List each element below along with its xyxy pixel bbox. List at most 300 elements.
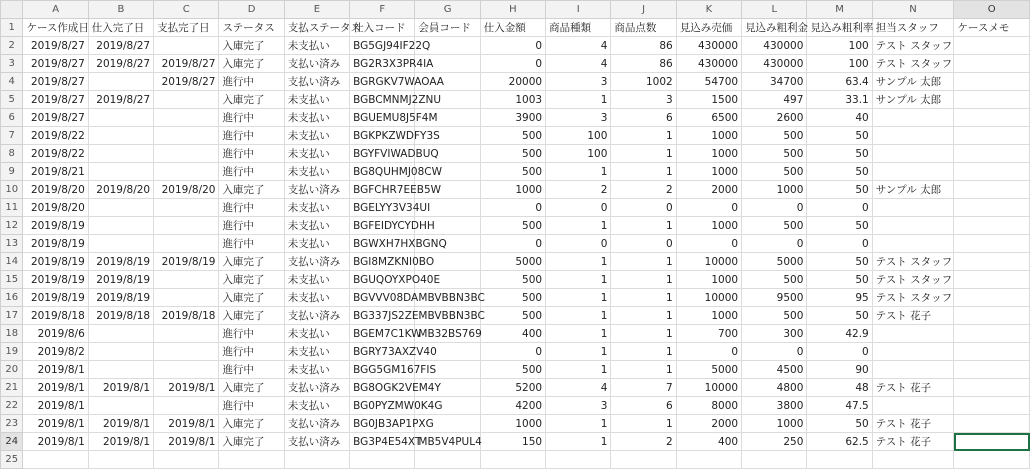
cell[interactable]: 見込み売価	[676, 19, 741, 37]
select-all-corner[interactable]	[1, 1, 23, 19]
cell[interactable]	[954, 289, 1030, 307]
cell[interactable]: 40	[807, 109, 872, 127]
cell[interactable]	[872, 235, 954, 253]
cell[interactable]: 700	[676, 325, 741, 343]
cell[interactable]: 2019/8/2	[23, 343, 88, 361]
cell[interactable]: 2019/8/20	[23, 181, 88, 199]
cell[interactable]: 500	[480, 361, 545, 379]
cell[interactable]: 0	[676, 199, 741, 217]
cell[interactable]: 入庫完了	[219, 37, 284, 55]
cell[interactable]: BG2R3X3PR4IA	[350, 55, 415, 73]
cell[interactable]: 未支払い	[284, 361, 349, 379]
cell[interactable]: 2019/8/19	[88, 289, 153, 307]
cell[interactable]	[954, 397, 1030, 415]
cell[interactable]	[88, 325, 153, 343]
cell[interactable]: 2019/8/1	[23, 361, 88, 379]
row-header[interactable]: 10	[1, 181, 23, 199]
cell[interactable]	[954, 145, 1030, 163]
column-header[interactable]: F	[350, 1, 415, 19]
cell[interactable]: テスト スタッフ	[872, 271, 954, 289]
cell[interactable]	[23, 451, 88, 469]
cell[interactable]: 2019/8/27	[23, 91, 88, 109]
cell[interactable]: 2019/8/19	[23, 235, 88, 253]
cell[interactable]	[154, 37, 219, 55]
cell[interactable]: 2019/8/1	[88, 433, 153, 451]
cell[interactable]: 0	[676, 343, 741, 361]
cell[interactable]: 未支払い	[284, 145, 349, 163]
cell[interactable]: 430000	[742, 55, 807, 73]
cell[interactable]: 支払い済み	[284, 307, 349, 325]
cell[interactable]	[872, 163, 954, 181]
cell[interactable]: 入庫完了	[219, 289, 284, 307]
cell[interactable]: サンプル 太郎	[872, 73, 954, 91]
cell[interactable]: 支払い済み	[284, 415, 349, 433]
column-header[interactable]: K	[676, 1, 741, 19]
cell[interactable]: 進行中	[219, 145, 284, 163]
cell[interactable]: 0	[807, 235, 872, 253]
cell[interactable]: 2019/8/1	[88, 415, 153, 433]
cell[interactable]: テスト スタッフ	[872, 289, 954, 307]
cell[interactable]: 支払い済み	[284, 181, 349, 199]
cell[interactable]	[872, 325, 954, 343]
cell[interactable]	[154, 397, 219, 415]
cell[interactable]: 1500	[676, 91, 741, 109]
row-header[interactable]: 11	[1, 199, 23, 217]
cell[interactable]	[872, 451, 954, 469]
cell[interactable]: 入庫完了	[219, 415, 284, 433]
cell[interactable]: 47.5	[807, 397, 872, 415]
cell[interactable]: 見込み粗利率	[807, 19, 872, 37]
column-header[interactable]: D	[219, 1, 284, 19]
cell[interactable]: 1000	[676, 127, 741, 145]
cell[interactable]: 2019/8/27	[23, 37, 88, 55]
cell[interactable]: 2019/8/19	[23, 289, 88, 307]
cell[interactable]: 未支払い	[284, 343, 349, 361]
cell[interactable]: 500	[742, 307, 807, 325]
cell[interactable]: 6	[611, 397, 676, 415]
cell[interactable]: 見込み粗利金	[742, 19, 807, 37]
cell[interactable]: 3	[546, 397, 611, 415]
cell[interactable]: 2019/8/19	[154, 253, 219, 271]
cell[interactable]: 2019/8/27	[88, 91, 153, 109]
cell[interactable]: 2019/8/20	[88, 181, 153, 199]
cell[interactable]: 90	[807, 361, 872, 379]
cell[interactable]: 2019/8/6	[23, 325, 88, 343]
cell[interactable]: 進行中	[219, 163, 284, 181]
cell[interactable]	[954, 361, 1030, 379]
cell[interactable]: 50	[807, 145, 872, 163]
cell[interactable]	[954, 253, 1030, 271]
cell[interactable]: 1003	[480, 91, 545, 109]
cell[interactable]: 2019/8/18	[88, 307, 153, 325]
cell[interactable]: 100	[546, 127, 611, 145]
cell[interactable]: BGUEMU8J5F4M	[350, 109, 415, 127]
row-header[interactable]: 15	[1, 271, 23, 289]
cell[interactable]: 54700	[676, 73, 741, 91]
cell[interactable]: 3900	[480, 109, 545, 127]
cell[interactable]: サンプル 太郎	[872, 91, 954, 109]
cell[interactable]: BGEM7C1KW	[350, 325, 415, 343]
cell[interactable]: 2	[546, 181, 611, 199]
cell[interactable]: BGRY73AXZV40	[350, 343, 415, 361]
cell[interactable]	[954, 163, 1030, 181]
cell[interactable]: BGKPKZWDFY3S	[350, 127, 415, 145]
cell[interactable]: 1	[611, 343, 676, 361]
cell[interactable]: 入庫完了	[219, 181, 284, 199]
column-header[interactable]: H	[480, 1, 545, 19]
column-header[interactable]: B	[88, 1, 153, 19]
row-header[interactable]: 23	[1, 415, 23, 433]
cell[interactable]: 430000	[676, 37, 741, 55]
cell[interactable]: テスト スタッフ	[872, 253, 954, 271]
cell[interactable]: 4	[546, 37, 611, 55]
cell[interactable]: 進行中	[219, 397, 284, 415]
cell[interactable]: 3	[546, 109, 611, 127]
cell[interactable]: 5000	[676, 361, 741, 379]
cell[interactable]: 300	[742, 325, 807, 343]
cell[interactable]	[154, 361, 219, 379]
cell[interactable]	[954, 91, 1030, 109]
cell[interactable]: 10000	[676, 289, 741, 307]
cell[interactable]: テスト スタッフ	[872, 37, 954, 55]
cell[interactable]: MBVBBN3BC	[415, 307, 480, 325]
cell[interactable]	[154, 325, 219, 343]
cell[interactable]	[954, 325, 1030, 343]
cell[interactable]: 50	[807, 253, 872, 271]
cell[interactable]: 0	[742, 235, 807, 253]
cell[interactable]: 未支払い	[284, 199, 349, 217]
cell[interactable]: 497	[742, 91, 807, 109]
cell[interactable]: 4500	[742, 361, 807, 379]
cell[interactable]: 2019/8/27	[23, 109, 88, 127]
cell[interactable]: 4200	[480, 397, 545, 415]
cell[interactable]: 支払い済み	[284, 55, 349, 73]
cell[interactable]: 1	[611, 145, 676, 163]
cell[interactable]: 1000	[676, 271, 741, 289]
column-header[interactable]: N	[872, 1, 954, 19]
cell[interactable]: 63.4	[807, 73, 872, 91]
cell[interactable]: 支払い済み	[284, 253, 349, 271]
cell[interactable]: 0	[611, 235, 676, 253]
cell[interactable]: 2019/8/1	[154, 379, 219, 397]
cell[interactable]: 500	[480, 127, 545, 145]
cell[interactable]: 1	[546, 217, 611, 235]
cell[interactable]: 9500	[742, 289, 807, 307]
cell[interactable]: BGYFVIWADBUQ	[350, 145, 415, 163]
cell[interactable]: 2600	[742, 109, 807, 127]
cell[interactable]: 支払完了日	[154, 19, 219, 37]
cell[interactable]: 2019/8/1	[23, 397, 88, 415]
cell[interactable]	[954, 109, 1030, 127]
cell[interactable]: BGFEIDYCYDHH	[350, 217, 415, 235]
cell[interactable]: 2019/8/18	[23, 307, 88, 325]
cell[interactable]: 2019/8/1	[23, 415, 88, 433]
cell[interactable]: 2000	[676, 415, 741, 433]
cell[interactable]: 5000	[480, 253, 545, 271]
cell[interactable]: 進行中	[219, 73, 284, 91]
cell[interactable]: 0	[546, 235, 611, 253]
cell[interactable]: 未支払い	[284, 37, 349, 55]
cell[interactable]: 1	[546, 433, 611, 451]
cell[interactable]: 1	[546, 289, 611, 307]
cell[interactable]: 400	[676, 433, 741, 451]
cell[interactable]	[872, 343, 954, 361]
cell[interactable]	[154, 91, 219, 109]
row-header[interactable]: 22	[1, 397, 23, 415]
cell[interactable]: 進行中	[219, 217, 284, 235]
cell[interactable]: 2019/8/22	[23, 145, 88, 163]
cell[interactable]: 未支払い	[284, 235, 349, 253]
cell[interactable]: BG8QUHMJ08CW	[350, 163, 415, 181]
cell[interactable]: テスト スタッフ	[872, 55, 954, 73]
row-header[interactable]: 9	[1, 163, 23, 181]
cell[interactable]: 4800	[742, 379, 807, 397]
cell[interactable]: 500	[480, 145, 545, 163]
cell[interactable]: 会員コード	[415, 19, 480, 37]
row-header[interactable]: 3	[1, 55, 23, 73]
row-header[interactable]: 19	[1, 343, 23, 361]
cell[interactable]: BGVVV08DA	[350, 289, 415, 307]
row-header[interactable]: 14	[1, 253, 23, 271]
cell[interactable]: 0	[546, 199, 611, 217]
cell[interactable]	[415, 451, 480, 469]
cell[interactable]: MBVBBN3BC	[415, 289, 480, 307]
cell[interactable]: 未支払い	[284, 127, 349, 145]
cell[interactable]: ステータス	[219, 19, 284, 37]
cell[interactable]: ケースメモ	[954, 19, 1030, 37]
cell[interactable]: BGBCMNMJ2ZNU	[350, 91, 415, 109]
cell[interactable]: BGWXH7HXBGNQ	[350, 235, 415, 253]
cell[interactable]	[954, 343, 1030, 361]
cell[interactable]	[954, 415, 1030, 433]
cell[interactable]: 3800	[742, 397, 807, 415]
cell[interactable]	[88, 127, 153, 145]
cell[interactable]: 2000	[676, 181, 741, 199]
cell[interactable]: 1	[611, 271, 676, 289]
cell[interactable]: 500	[742, 145, 807, 163]
cell[interactable]: 2019/8/1	[23, 379, 88, 397]
cell[interactable]: 2019/8/20	[23, 199, 88, 217]
row-header[interactable]: 20	[1, 361, 23, 379]
cell[interactable]: 500	[480, 307, 545, 325]
cell[interactable]: BGELYY3V34UI	[350, 199, 415, 217]
cell[interactable]: 1	[611, 325, 676, 343]
cell[interactable]: 500	[742, 217, 807, 235]
cell[interactable]: 50	[807, 163, 872, 181]
cell[interactable]	[872, 109, 954, 127]
cell[interactable]: BGRGKV7WAOAA	[350, 73, 415, 91]
cell[interactable]: 支払い済み	[284, 379, 349, 397]
row-header[interactable]: 5	[1, 91, 23, 109]
cell[interactable]	[954, 73, 1030, 91]
cell[interactable]: 進行中	[219, 361, 284, 379]
row-header[interactable]: 13	[1, 235, 23, 253]
column-header[interactable]: G	[415, 1, 480, 19]
cell[interactable]: 1	[546, 271, 611, 289]
cell[interactable]	[872, 145, 954, 163]
row-header[interactable]: 24	[1, 433, 23, 451]
cell[interactable]: 1000	[742, 415, 807, 433]
cell[interactable]: 1000	[676, 307, 741, 325]
cell[interactable]: BGFCHR7EEB5W	[350, 181, 415, 199]
cell[interactable]	[88, 163, 153, 181]
cell[interactable]: 1	[546, 415, 611, 433]
cell[interactable]: 2019/8/22	[23, 127, 88, 145]
cell[interactable]: 進行中	[219, 127, 284, 145]
cell[interactable]	[219, 451, 284, 469]
cell[interactable]: 2019/8/1	[23, 433, 88, 451]
cell[interactable]: BGUQOYXPO40E	[350, 271, 415, 289]
cell[interactable]: MB32BS769	[415, 325, 480, 343]
row-header[interactable]: 4	[1, 73, 23, 91]
cell[interactable]	[154, 127, 219, 145]
cell[interactable]	[154, 343, 219, 361]
cell[interactable]: 2019/8/19	[23, 271, 88, 289]
cell[interactable]: ケース作成日	[23, 19, 88, 37]
cell[interactable]: 100	[807, 37, 872, 55]
cell[interactable]	[954, 307, 1030, 325]
cell[interactable]: 0	[742, 199, 807, 217]
cell[interactable]: BG8OGK2VEM4Y	[350, 379, 415, 397]
cell[interactable]	[88, 235, 153, 253]
cell[interactable]: 500	[742, 163, 807, 181]
cell[interactable]: 0	[480, 199, 545, 217]
row-header[interactable]: 7	[1, 127, 23, 145]
cell[interactable]: 未支払い	[284, 109, 349, 127]
cell[interactable]: 1	[546, 343, 611, 361]
cell[interactable]	[88, 397, 153, 415]
cell[interactable]: 2019/8/19	[23, 253, 88, 271]
cell[interactable]: 2019/8/19	[88, 253, 153, 271]
cell[interactable]: BGI8MZKNI0BO	[350, 253, 415, 271]
cell[interactable]: 1	[611, 217, 676, 235]
cell[interactable]: 未支払い	[284, 163, 349, 181]
cell[interactable]: 入庫完了	[219, 379, 284, 397]
cell[interactable]: 500	[480, 289, 545, 307]
cell[interactable]	[954, 451, 1030, 469]
cell[interactable]: 86	[611, 37, 676, 55]
cell[interactable]: 20000	[480, 73, 545, 91]
cell[interactable]	[154, 235, 219, 253]
column-header[interactable]: M	[807, 1, 872, 19]
cell[interactable]: 50	[807, 271, 872, 289]
cell[interactable]: 1002	[611, 73, 676, 91]
cell[interactable]	[954, 55, 1030, 73]
cell[interactable]: 1	[546, 325, 611, 343]
cell[interactable]	[807, 451, 872, 469]
cell[interactable]: 2019/8/1	[88, 379, 153, 397]
cell[interactable]	[872, 199, 954, 217]
cell[interactable]	[954, 235, 1030, 253]
cell[interactable]: 100	[807, 55, 872, 73]
cell[interactable]: BG5GJ94IF22Q	[350, 37, 415, 55]
cell[interactable]: 50	[807, 415, 872, 433]
cell[interactable]	[872, 361, 954, 379]
cell[interactable]: 商品点数	[611, 19, 676, 37]
cell[interactable]: 未支払い	[284, 289, 349, 307]
cell[interactable]	[154, 271, 219, 289]
cell[interactable]: 進行中	[219, 325, 284, 343]
row-header[interactable]: 18	[1, 325, 23, 343]
cell[interactable]: 入庫完了	[219, 307, 284, 325]
cell[interactable]: 1	[546, 253, 611, 271]
cell[interactable]	[350, 451, 415, 469]
cell[interactable]: 1	[546, 91, 611, 109]
cell[interactable]	[954, 217, 1030, 235]
cell[interactable]: 42.9	[807, 325, 872, 343]
cell[interactable]: 0	[480, 37, 545, 55]
cell[interactable]: 0	[676, 235, 741, 253]
cell[interactable]	[954, 127, 1030, 145]
cell[interactable]: BG3P4E54XT	[350, 433, 415, 451]
cell[interactable]: 50	[807, 181, 872, 199]
cell[interactable]: 1	[611, 289, 676, 307]
cell[interactable]: 0	[807, 343, 872, 361]
cell[interactable]: 商品種類	[546, 19, 611, 37]
row-header[interactable]: 12	[1, 217, 23, 235]
cell[interactable]	[284, 451, 349, 469]
column-header[interactable]: A	[23, 1, 88, 19]
cell[interactable]: テスト 花子	[872, 415, 954, 433]
cell[interactable]: 支払い済み	[284, 433, 349, 451]
cell[interactable]: 2019/8/27	[23, 73, 88, 91]
cell[interactable]: 86	[611, 55, 676, 73]
cell[interactable]: 2	[611, 433, 676, 451]
cell[interactable]	[676, 451, 741, 469]
cell[interactable]	[88, 361, 153, 379]
cell[interactable]: 入庫完了	[219, 433, 284, 451]
cell[interactable]: 2019/8/27	[154, 55, 219, 73]
cell[interactable]: 100	[546, 145, 611, 163]
cell[interactable]: 1	[611, 415, 676, 433]
cell[interactable]: 2019/8/1	[154, 433, 219, 451]
column-header[interactable]: C	[154, 1, 219, 19]
cell[interactable]: 50	[807, 127, 872, 145]
active-cell[interactable]	[954, 433, 1030, 451]
cell[interactable]: 1	[611, 361, 676, 379]
cell[interactable]	[154, 199, 219, 217]
row-header[interactable]: 17	[1, 307, 23, 325]
cell[interactable]: 6	[611, 109, 676, 127]
cell[interactable]: テスト 花子	[872, 379, 954, 397]
cell[interactable]: 未支払い	[284, 325, 349, 343]
cell[interactable]: 1000	[742, 181, 807, 199]
cell[interactable]	[88, 109, 153, 127]
cell[interactable]: 500	[480, 271, 545, 289]
cell[interactable]: 担当スタッフ	[872, 19, 954, 37]
cell[interactable]: 2	[611, 181, 676, 199]
cell[interactable]: 2019/8/19	[88, 271, 153, 289]
cell[interactable]: 仕入コード	[350, 19, 415, 37]
cell[interactable]: 進行中	[219, 235, 284, 253]
cell[interactable]: テスト 花子	[872, 307, 954, 325]
cell[interactable]: 250	[742, 433, 807, 451]
row-header[interactable]: 21	[1, 379, 23, 397]
cell[interactable]: 500	[742, 271, 807, 289]
cell[interactable]	[954, 199, 1030, 217]
cell[interactable]: 入庫完了	[219, 271, 284, 289]
cell[interactable]: 8000	[676, 397, 741, 415]
cell[interactable]: 進行中	[219, 109, 284, 127]
cell[interactable]: 1	[611, 307, 676, 325]
cell[interactable]: 進行中	[219, 343, 284, 361]
cell[interactable]: 1	[611, 127, 676, 145]
cell[interactable]: 0	[742, 343, 807, 361]
cell[interactable]: 0	[480, 55, 545, 73]
cell[interactable]: BGG5GM167FIS	[350, 361, 415, 379]
cell[interactable]: 500	[480, 217, 545, 235]
cell[interactable]: 進行中	[219, 199, 284, 217]
